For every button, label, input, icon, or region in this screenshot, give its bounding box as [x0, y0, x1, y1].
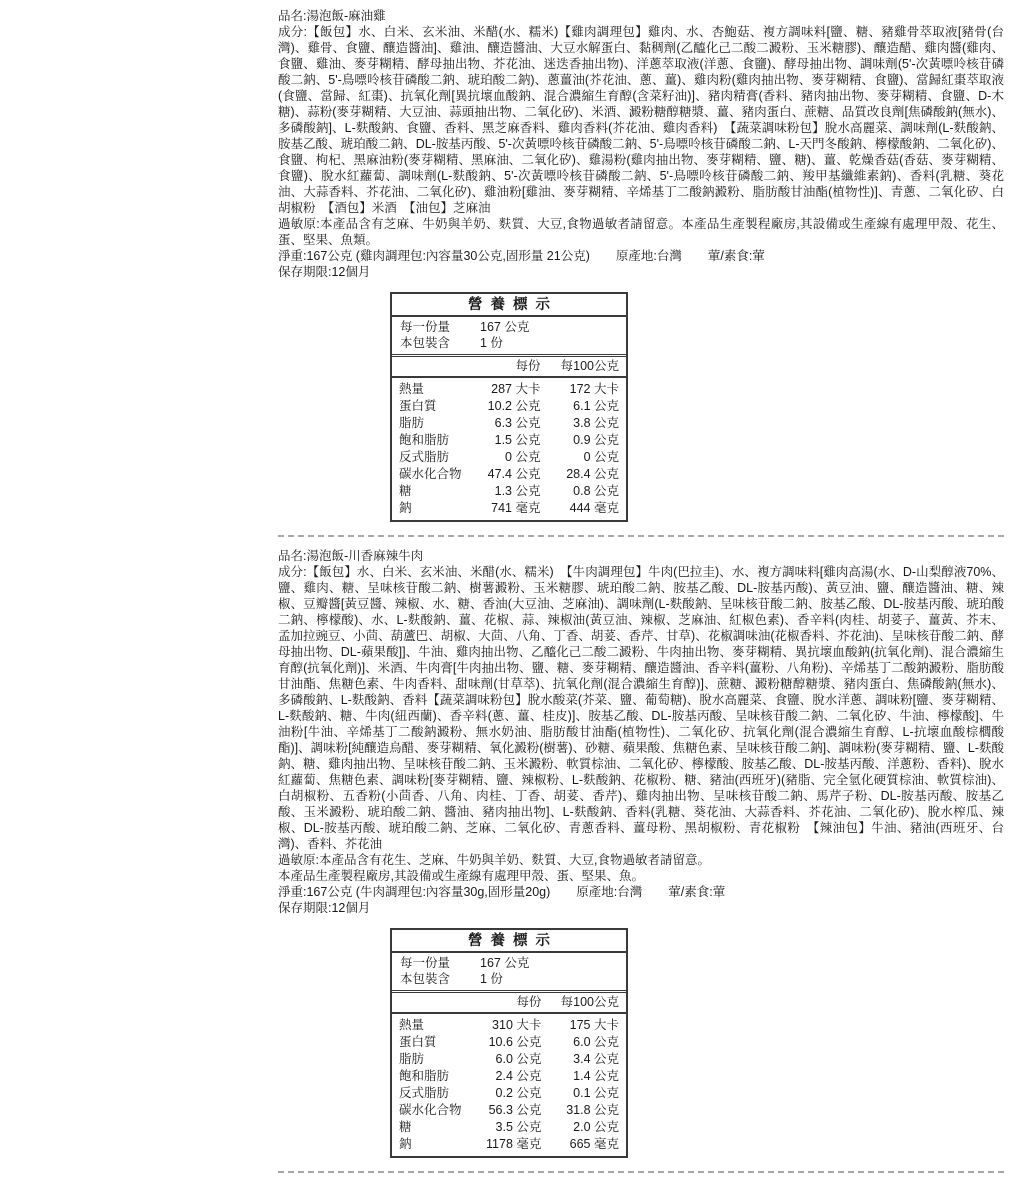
meta-line: [278, 248, 1004, 264]
servings-label: 本包裝含: [400, 972, 451, 986]
product-section-1: [278, 8, 1004, 522]
ingredients-text: 成分:【飯包】水、白米、玄米油、米醋(水、糯米)【雞肉調理包】雞肉、水、杏鮑菇、複方調味料[鹽、糖、豬雞骨萃取液[豬骨(台灣)、雞骨、食鹽、釀造醬油]、雞油、釀造醬油、大豆水解蛋白、黏稠劑(乙醯化己二酸二澱粉、玉米糖膠)、釀造醋、雞肉醬(雞肉、食鹽、雞油、麥芽糊精、酵母抽出物、芥花油、迷迭香抽出物)、洋蔥萃取液(洋蔥、食鹽)、酵母抽出物、調味劑(5'-次黃嘌呤核苷磷酸二鈉、5'-鳥嘌呤核苷磷酸二鈉、琥珀酸二鈉)、蔥薑油(芥花油、蔥、薑)、雞肉粉(雞肉抽出物、麥芽糊精、食鹽)、當歸紅棗萃取液(食鹽、當歸、紅棗)、抗氧化劑[異抗壞血酸鈉、混合濃縮生育醇(含菜籽油)]、豬肉精膏(香料、豬肉抽出物、麥芽糊精、食鹽、D-木糖)、蒜粉(麥芽糊精、大豆油、蒜頭抽出物、二氧化矽)、米酒、澱粉糖醇糖漿、薑、豬肉蛋白、蔗糖、品質改良劑[焦磷酸鈉(無水)、多磷酸鈉]、L-麩酸鈉、食鹽、香料、黑芝麻香料、雞肉香料(芥花油、雞肉香料) 【蔬菜調味粉包】脫水高麗菜、調味劑(L-麩酸鈉、胺基乙酸、琥珀酸二鈉、DL-胺基丙酸、5'-次黃嘌呤核苷磷酸二鈉、5'-鳥嘌呤核苷磷酸二鈉、L-天門冬酸鈉、檸檬酸鈉、二氧化矽)、食鹽、枸杞、黑麻油粉(麥芽糊精、黑麻油、二氧化矽)、雞湯粉(雞肉抽出物、麥芽糊精、鹽、糖)、薑、乾燥香菇(香菇、麥芽糊精、食鹽)、脫水紅蘿蔔、調味劑(L-麩酸鈉、5'-次黃嘌呤核苷磷酸二鈉、5'-鳥嘌呤核苷磷酸二鈉、羧甲基纖維素鈉)、香料(乳糖、葵花油、大蒜香料、芥花油、二氧化矽)、雞油粉[雞油、麥芽糊精、辛烯基丁二酸鈉澱粉、脂肪酸甘油酯(植物性)]、青蔥、二氧化矽、白胡椒粉 【酒包】米酒 【油包】芝麻油: [278, 25, 1004, 215]
product-name: 品名:湯泡飯-川香麻辣牛肉: [278, 549, 424, 563]
allergen-text-2: 本產品生產製程廠房,其設備或生產線有處理甲殼、蛋、堅果、魚。: [278, 869, 644, 883]
nutrition-row: 飽和脂肪 2.4 公克 1.4 公克: [399, 1069, 619, 1083]
nutrition-header-row: [392, 356, 626, 378]
net-weight: 淨重:167公克 (雞肉調理包:內容量30公克,固形量 21公克): [278, 249, 590, 263]
product-name: 品名:湯泡飯-麻油雞: [278, 9, 386, 23]
nutrition-values: [392, 990, 626, 1156]
serving-size-label: 每一份量: [400, 320, 451, 334]
nutrition-row: 蛋白質 10.2 公克 6.1 公克: [399, 399, 619, 413]
nutrition-row: 熱量 310 大卡 175 大卡: [399, 1018, 619, 1032]
nutrition-row: 蛋白質 10.6 公克 6.0 公克: [399, 1035, 619, 1049]
diet-type: 葷/素食:葷: [707, 249, 765, 263]
allergen-text: 過敏原:本產品含有花生、芝麻、牛奶與羊奶、麩質、大豆,食物過敏者請留意。: [278, 853, 710, 867]
nutrition-row: 脂肪 6.3 公克 3.8 公克: [399, 416, 619, 430]
serving-info: [392, 317, 626, 354]
shelf-life: 保存期限:12個月: [278, 265, 371, 279]
nutrition-facts-table: [390, 928, 628, 1158]
origin: 原產地:台灣: [615, 249, 682, 263]
nutrition-row: 飽和脂肪 1.5 公克 0.9 公克: [399, 433, 619, 447]
product-spec-document: [278, 8, 1004, 1184]
servings-value: 1 份: [480, 972, 503, 986]
ingredients-text: 成分:【飯包】水、白米、玄米油、米醋(水、糯米) 【牛肉調理包】牛肉(巴拉圭)、水、複方調味料[雞肉高湯(水、D-山梨醇液70%、鹽、雞肉、糖、呈味核苷酸二鈉、樹薯澱粉、玉米糖膠、琥珀酸二鈉、胺基乙酸、DL-胺基丙酸)、黃豆油、鹽、釀造醬油、糖、辣椒、豆瓣醬[黃豆醬、辣椒、水、糖、香油(大豆油、芝麻油)、調味劑(L-麩酸鈉、呈味核苷酸二鈉、胺基乙酸、DL-胺基丙酸、琥珀酸二鈉、檸檬酸)、水、L-麩酸鈉、薑、花椒、蒜、辣椒油(黃豆油、辣椒、芝麻油、紅椒色素)、香辛料(肉桂、胡荽子、薑黃、芥末、孟加拉豌豆、小茴、葫蘆巴、胡椒、大茴、八角、丁香、胡荽、香芹、甘草)、花椒調味油(花椒香料、芥花油)、呈味核苷酸二鈉、酵母抽出物、DL-蘋果酸]]、牛油、雞肉抽出物、乙醯化己二酸二澱粉、牛肉抽出物、麥芽糊精、異抗壞血酸鈉(抗氧化劑)、混合濃縮生育醇(抗氧化劑)]、米酒、牛肉膏[牛肉抽出物、鹽、糖、麥芽糊精、釀造醬油、香辛料(薑粉、八角粉)、辛烯基丁二酸鈉澱粉、脂肪酸甘油酯、焦糖色素、牛肉香料、甜味劑(甘草萃)、抗氧化劑(混合濃縮生育醇)]、蔗糖、澱粉糖醇糖漿、豬肉蛋白、焦磷酸鈉(無水)、多磷酸鈉、L-麩酸鈉、香料【蔬菜調味粉包】脫水酸菜(芥菜、鹽、葡萄糖)、脫水高麗菜、食鹽、脫水洋蔥、調味粉[鹽、麥芽糊精、L-麩酸鈉、糖、牛肉(紐西蘭)、香辛料(蔥、薑、桂皮)]、胺基乙酸、DL-胺基丙酸、呈味核苷酸二鈉、二氧化矽、牛油、檸檬酸]、牛油粉[牛油、辛烯基丁二酸鈉澱粉、無水奶油、脂肪酸甘油酯(植物性)、二氧化矽、抗氧化劑(混合濃縮生育醇、L-抗壞血酸棕櫚酸酯)]、調味粉[純釀造烏醋、麥芽糊精、氧化澱粉(樹薯)、砂糖、蘋果酸、焦糖色素、呈味核苷酸二鈉]、調味粉(麥芽糊精、鹽、L-麩酸鈉、糖、雞肉抽出物、呈味核苷酸二鈉、玉米澱粉、軟質棕油、二氧化矽、檸檬酸、胺基乙酸、DL-胺基丙酸、洋蔥粉、香料)、脫水紅蘿蔔、焦糖色素、調味粉[麥芽糊精、鹽、辣椒粉、L-麩酸鈉、花椒粉、糖、豬油(西班牙)(豬脂、完全氫化硬質棕油、軟質棕油)、白胡椒粉、五香粉(小茴香、八角、肉桂、丁香、胡荽、香芹)、雞肉抽出物、呈味核苷酸二鈉、馬芹子粉、DL-胺基丙酸、胺基乙酸、玉米澱粉、琥珀酸二鈉、醬油、豬肉抽出物]、L-麩酸鈉、香料(乳糖、葵花油、大蒜香料、芥花油、二氧化矽)、脫水榨瓜、辣椒、DL-胺基丙酸、琥珀酸二鈉、芝麻、二氧化矽、青蔥香料、薑母粉、黑胡椒粉、青花椒粉 【辣油包】牛油、豬油(西班牙、台灣)、香料、芥花油: [278, 565, 1004, 851]
nutrition-row: 碳水化合物 47.4 公克 28.4 公克: [399, 467, 619, 481]
nutrition-row: 熱量 287 大卡 172 大卡: [399, 382, 619, 396]
col-per-serving: 每份: [475, 356, 547, 378]
section-divider: [278, 535, 1004, 537]
nutrition-row: 糖 1.3 公克 0.8 公克: [399, 484, 619, 498]
nutrition-row: 鈉 1178 毫克 665 毫克: [399, 1137, 619, 1151]
allergen-text: 過敏原:本產品含有芝麻、牛奶與羊奶、麩質、大豆,食物過敏者請留意。本產品生產製程廠房,其設備或生產線有處理甲殼、花生、蛋、堅果、魚類。: [278, 217, 1004, 247]
serving-size-value: 167 公克: [480, 956, 530, 970]
nutrition-row: 鈉 741 毫克 444 毫克: [399, 501, 619, 515]
diet-type: 葷/素食:葷: [668, 885, 726, 899]
nutrition-title: 營養標示: [392, 930, 626, 953]
product-section-2: [278, 548, 1004, 1158]
shelf-life: 保存期限:12個月: [278, 901, 371, 915]
serving-info: [392, 953, 626, 990]
nutrition-title: 營養標示: [392, 294, 626, 317]
nutrition-row: 反式脂肪 0.2 公克 0.1 公克: [399, 1086, 619, 1100]
col-per-100g: 每100公克: [547, 356, 626, 378]
col-per-100g: 每100公克: [548, 992, 626, 1014]
nutrition-row: 脂肪 6.0 公克 3.4 公克: [399, 1052, 619, 1066]
serving-size-value: 167 公克: [480, 320, 530, 334]
net-weight: 淨重:167公克 (牛肉調理包:內容量30g,固形量20g): [278, 885, 551, 899]
nutrition-values: [392, 354, 626, 520]
nutrition-facts-table: [390, 292, 628, 522]
nutrition-row: 反式脂肪 0 公克 0 公克: [399, 450, 619, 464]
origin: 原產地:台灣: [576, 885, 643, 899]
bottom-divider: [278, 1171, 1004, 1173]
nutrition-header-row: [392, 992, 626, 1014]
nutrition-row: 碳水化合物 56.3 公克 31.8 公克: [399, 1103, 619, 1117]
meta-line: [278, 884, 1004, 900]
servings-label: 本包裝含: [400, 336, 451, 350]
servings-value: 1 份: [480, 336, 503, 350]
col-per-serving: 每份: [474, 992, 548, 1014]
nutrition-row: 糖 3.5 公克 2.0 公克: [399, 1120, 619, 1134]
serving-size-label: 每一份量: [400, 956, 451, 970]
